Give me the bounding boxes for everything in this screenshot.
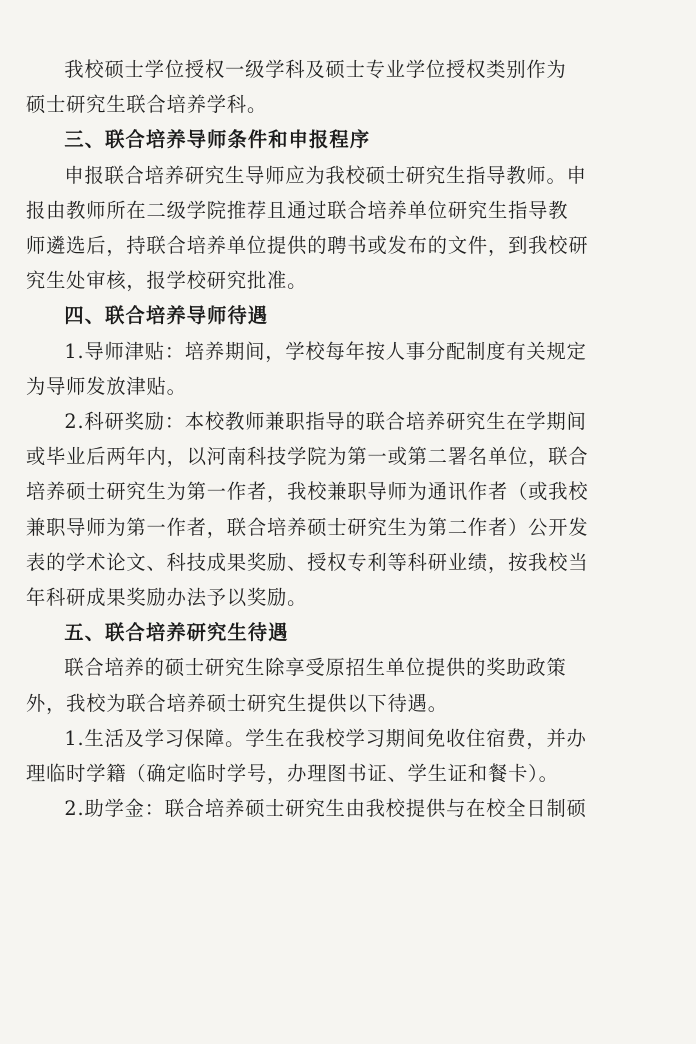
paragraph-supervisor-allowance [26, 334, 662, 404]
text-line: 联合培养的硕士研究生除享受原招生单位提供的奖助政策 [64, 656, 567, 680]
text-line: 或毕业后两年内，以河南科技学院为第一或第二署名单位，联合 [26, 445, 589, 469]
text-line: 兼职导师为第一作者，联合培养硕士研究生为第二作者）公开发 [26, 515, 589, 539]
section-heading-4: 四、联合培养导师待遇 [64, 304, 269, 328]
text-line: 申报联合培养研究生导师应为我校硕士研究生指导教师。申 [64, 163, 587, 187]
text-line: 理临时学籍（确定临时学号，办理图书证、学生证和餐卡）。 [26, 762, 559, 786]
paragraph-living-support [26, 721, 662, 791]
text-line: 培养硕士研究生为第一作者，我校兼职导师为通讯作者（或我校 [26, 480, 589, 504]
text-line: 为导师发放津贴。 [26, 374, 187, 398]
text-line: 外，我校为联合培养硕士研究生提供以下待遇。 [26, 691, 448, 715]
paragraph-student-benefits [26, 650, 662, 720]
text-line: 师遴选后，持联合培养单位提供的聘书或发布的文件，到我校研 [26, 234, 589, 258]
text-line: 我校硕士学位授权一级学科及硕士专业学位授权类别作为 [64, 58, 567, 81]
text-line: 报由教师所在二级学院推荐且通过联合培养单位研究生指导教 [26, 198, 569, 222]
text-line: 1.生活及学习保障。学生在我校学习期间免收住宿费，并办 [64, 726, 587, 750]
text-line: 2.科研奖励：本校教师兼职指导的联合培养研究生在学期间 [64, 410, 587, 434]
text-line: 表的学术论文、科技成果奖励、授权专利等科研业绩，按我校当 [26, 550, 589, 574]
text-line: 年科研成果奖励办法予以奖励。 [26, 586, 308, 610]
paragraph-supervisor-application [26, 158, 662, 299]
section-heading-5: 五、联合培养研究生待遇 [64, 621, 289, 645]
text-line: 2.助学金：联合培养硕士研究生由我校提供与在校全日制硕 [64, 797, 587, 821]
text-line: 1.导师津贴：培养期间，学校每年按人事分配制度有关规定 [64, 339, 587, 363]
text-line: 硕士研究生联合培养学科。 [26, 93, 268, 117]
text-line: 究生处审核，报学校研究批准。 [26, 269, 308, 293]
paragraph-stipend [26, 791, 662, 826]
paragraph-discipline [26, 52, 662, 122]
paragraph-research-award [26, 404, 662, 615]
section-heading-3: 三、联合培养导师条件和申报程序 [64, 128, 371, 152]
document-body [26, 52, 662, 826]
